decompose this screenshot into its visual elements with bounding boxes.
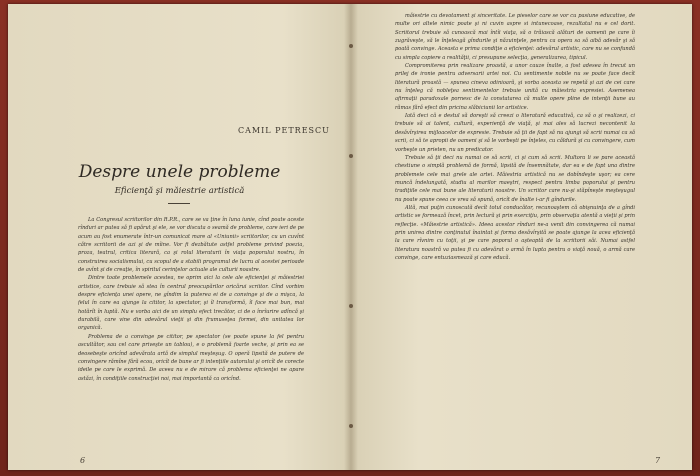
article-title: Despre unele probleme [78,162,281,182]
article-subtitle: Eficienţă şi măiestrie artistică [114,186,245,196]
paragraph: Dintre toate problemele acestea, ne oprim aici la cele ale eficienţei şi măiestriei artistice, care trebuie să stea în centrul preocupărilor oricărui scriitor. Cînd vorbim despre eficienţa unei opere, ne gîndim la puterea ei de a convinge şi de a mişca, la felul în care ea ajunge la cititor, la spectator, şi îl transformă, îl face mai bun, mai hotărît în luptă. Nu e vorba aici de un simplu efect trecător, ci de o înrîurire adîncă şi durabilă, care vine din adevărul vieţii şi din frumuseţea formei, din unitatea lor organică. [78,275,304,332]
book-gutter [344,4,358,470]
left-page-body [78,216,304,438]
page-number-left: 6 [80,456,86,465]
paragraph: măiestrie cu devotament şi sinceritate. Le pieselor care se vor cu pasiune educative, de multe ori altele nimic poate şi ni cuvin aspre si intunecoase, rezultatul nu e cel dorit. Scriitorul trebuie să cunoască mai întîi viaţa, să o trăiască alături de oamenii pe care îi zugrăveşte, să le înţeleagă gîndurile şi năzuinţele, pentru ca opera sa să aibă adevăr şi să poată convinge. Aceasta e prima condiţie a eficienţei: adevărul artistic, care nu se confundă cu simpla copiere a realităţii, ci presupune selecţia, generalizarea, tipicul. [395,13,635,61]
binding-hole [349,154,353,158]
open-book-spread [8,4,692,470]
binding-hole [349,424,353,428]
left-page [8,4,351,470]
binding-hole [349,44,353,48]
paragraph: Iată deci că e destul să doreşti să creezi o literatură educativă, ca să o şi realizezi, ci trebuie să ai talent, cultură, experienţă de viaţă, şi mai ales să lucrezi necontenit la desăvîrşirea mijloacelor de expresie. Trebuie să ţii de fapt să nu ajungi să scrii numai ca să scrii, ci să te apropii de oameni şi să le vorbeşti pe înţeles, cu căldură şi cu convingere, cum vorbeşte un prieten, nu un predicator. [395,113,635,153]
article-author: CAMIL PETRESCU [238,126,330,135]
title-divider [168,203,190,204]
right-page-body [395,12,635,452]
right-page [351,4,692,470]
paragraph: Problema de a convinge pe cititor, pe spectator (se poate spune la fel pentru ascultător, sau cel care priveşte un tablou), e o problemă foarte veche, şi prin ea se deosebeşte oricînd adevărata artă de simplul meşteşug. O operă lipsită de putere de convingere rămîne fără ecou, oricît de bune ar fi intenţiile autorului şi oricît de corecte ideile pe care le exprimă. De aceea nu e de mirare că problema eficienţei ne apare astăzi, în condiţiile construcţiei noi, mai importantă ca oricînd. [78,333,304,382]
page-number-right: 7 [655,456,661,465]
paragraph: Trebuie să ţii deci nu numai ce să scrii, ci şi cum să scrii. Multora li se pare această chestiune o simplă problemă de formă, lipsită de însemnătate, dar ea e de fapt una dintre problemele cele mai grele ale artei. Măiestria artistică nu se dobîndeşte uşor; ea cere muncă îndelungată, studiu al marilor maeştri, respect pentru limba poporului şi pentru tradiţiile cele mai bune ale literaturii noastre. Un scriitor care nu-şi stăpîneşte meşteşugul nu poate spune ceea ce vrea să spună, oricît de înalte i-ar fi gîndurile. [395,154,635,203]
paragraph: Compromiterea prin realizare proastă, a unor cauze înalte, a fost adesea în trecut un prilej de ironie pentru adversarii artei noi. Cu sentimente nobile nu se poate face decît literatură proastă — spunea cineva odinioară, şi vorba aceasta se repetă şi azi de cei care nu înţeleg că nobleţea sentimentelor trebuie unită cu măiestria expresiei. Asemenea afirmaţii paradoxale pornesc de la constatarea că multe opere pline de intenţii bune au rămas fără efect din pricina slăbiciunii lor artistice. [395,63,635,111]
binding-hole [349,304,353,308]
paragraph: Altă, mai puţin cunoscută decît totul conducător, recunoaştem că obişnuinţa de a gîndi artistic se formează încet, prin lectură şi prin exerciţiu, prin observaţia atentă a vieţii şi prin reflecţie. «Măiestrie artistică». Ideea acestor rînduri ne-a venit din convingerea că numai prin unirea dintre conţinutul înaintat şi forma desăvîrşită se poate ajunge la acea eficienţă la care rîvnim cu toţii, şi pe care poporul o aşteaptă de la scriitorii săi. Numai astfel literatura noastră va putea fi cu adevărat o armă în lupta pentru o viaţă nouă, o armă care convinge, care entuziasmează şi care educă. [395,204,635,261]
paragraph: La Congresul scriitorilor din R.P.R., care se va ţine în luna iunie, cînd poate aceste rînduri ar putea să fi apărut şi ele, se vor discuta o seamă de probleme, care ieri de pe acum au fost enumerate într-un comunicat mare al «Uniunii» scriitorilor, cu un cuvînt către scriitorii de azi şi de mîine. Vor fi dezbătute astfel probleme privind poezia, proza, teatrul, critica literară, ca şi rolul literaturii în viaţa poporului nostru, în construirea socialismului, cu scopul de a stabili programul de lucru al acestei perioade de avînt şi de creaţie, în spiritul cerinţelor actuale ale culturii noastre. [78,217,304,274]
